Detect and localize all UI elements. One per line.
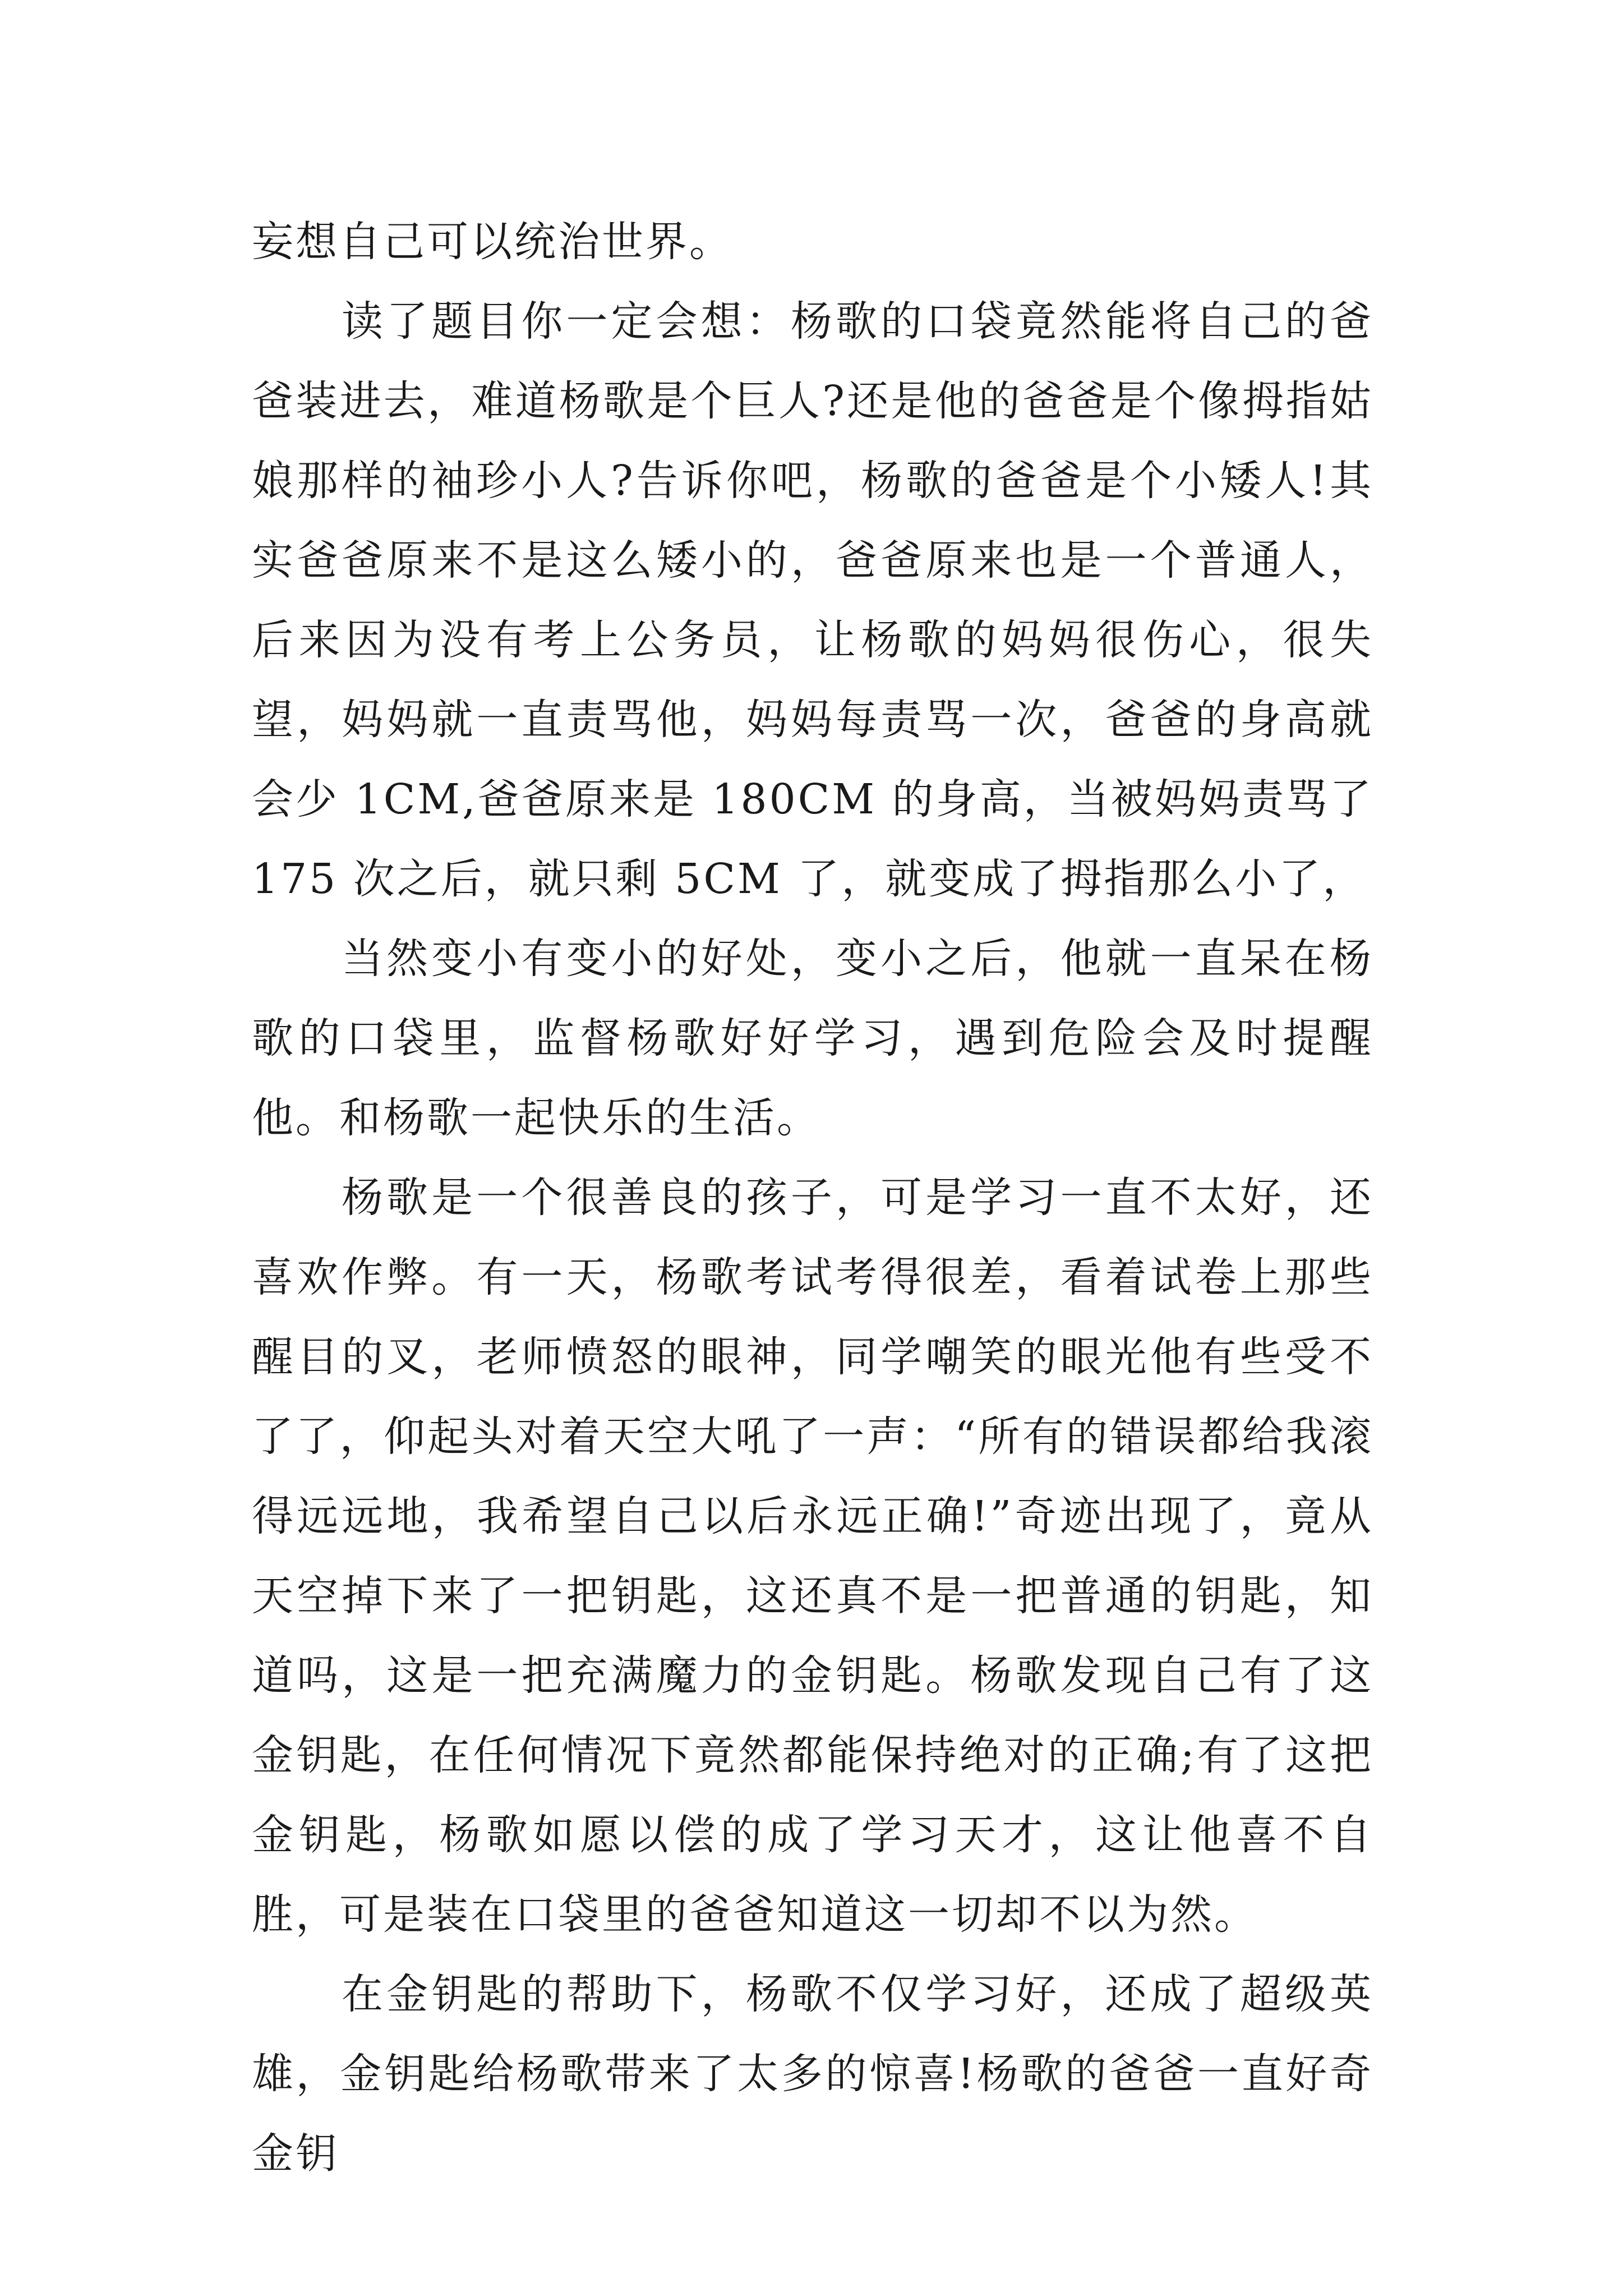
paragraph-small-benefits: 当然变小有变小的好处，变小之后，他就一直呆在杨歌的口袋里，监督杨歌好好学习，遇到危险会及时提醒他。和杨歌一起快乐的生活。 bbox=[252, 935, 1373, 1142]
document-body bbox=[252, 202, 1373, 2193]
paragraph-superhero: 在金钥匙的帮助下，杨歌不仅学习好，还成了超级英雄，金钥匙给杨歌带来了太多的惊喜!杨歌的爸爸一直好奇金钥 bbox=[252, 1970, 1373, 2178]
paragraph-golden-key: 杨歌是一个很善良的孩子，可是学习一直不太好，还喜欢作弊。有一天，杨歌考试考得很差，看着试卷上那些醒目的叉，老师愤怒的眼神，同学嘲笑的眼光他有些受不了了，仰起头对着天空大吼了一声：“所有的错误都给我滚得远远地，我希望自己以后永远正确!”奇迹出现了，竟从天空掉下来了一把钥匙，这还真不是一把普通的钥匙，知道吗，这是一把充满魔力的金钥匙。杨歌发现自己有了这金钥匙，在任何情况下竟然都能保持绝对的正确;有了这把金钥匙，杨歌如愿以偿的成了学习天才，这让他喜不自胜，可是装在口袋里的爸爸知道这一切却不以为然。 bbox=[252, 1174, 1373, 1939]
paragraph-continuation: 妄想自己可以统治世界。 bbox=[252, 218, 733, 266]
paragraph-yang-ge-pocket: 读了题目你一定会想：杨歌的口袋竟然能将自己的爸爸装进去，难道杨歌是个巨人?还是他的爸爸是个像拇指姑娘那样的袖珍小人?告诉你吧，杨歌的爸爸是个小矮人!其实爸爸原来不是这么矮小的，爸爸原来也是一个普通人，后来因为没有考上公务员，让杨歌的妈妈很伤心，很失望，妈妈就一直责骂他，妈妈每责骂一次，爸爸的身高就会少 1CM,爸爸原来是 180CM 的身高，当被妈妈责骂了 175 次之后，就只剩 5CM 了，就变成了拇指那么小了， bbox=[252, 297, 1373, 903]
